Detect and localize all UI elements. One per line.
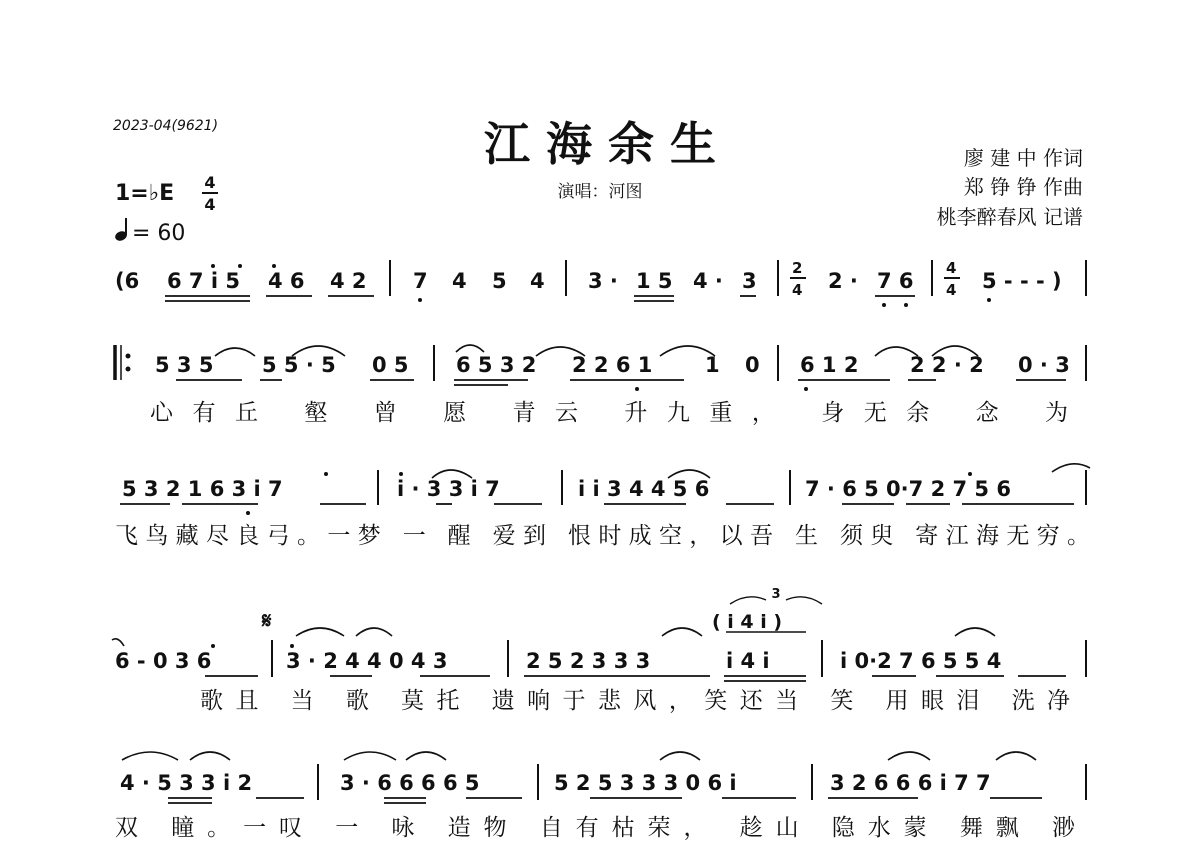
svg-text:5 3 5: 5 3 5 <box>155 353 214 377</box>
svg-text:4: 4 <box>946 281 957 299</box>
lyrics-line-3: 歌且 当 歌 莫托 遗响于悲风，笑还当 笑 用眼泪 洗净 <box>200 688 1070 714</box>
svg-text:7: 7 <box>413 269 428 293</box>
svg-text:1 5: 1 5 <box>636 269 673 293</box>
singer-credit: 演唱：河图 <box>557 182 643 202</box>
svg-text:7 · 6 5 0·7 2 7 5 6: 7 · 6 5 0·7 2 7 5 6 <box>805 477 1011 501</box>
svg-text:2: 2 <box>792 259 803 277</box>
system-5 <box>120 752 1086 803</box>
svg-text:1: 1 <box>705 353 720 377</box>
svg-text:5 3 2 1 6 3 i 7: 5 3 2 1 6 3 i 7 <box>122 477 283 501</box>
key-signature <box>115 181 174 206</box>
svg-text:3 ·: 3 · <box>588 269 618 293</box>
svg-text:4: 4 <box>946 259 957 277</box>
svg-text:3 · 2 4 4 0 4 3: 3 · 2 4 4 0 4 3 <box>286 649 448 673</box>
catalog-number: 2023-04(9621) <box>113 118 219 134</box>
svg-text:6 7 i 5: 6 7 i 5 <box>167 269 240 293</box>
svg-text:4 6: 4 6 <box>268 269 305 293</box>
svg-text:4: 4 <box>792 281 803 299</box>
svg-text:5 - - - ): 5 - - - ) <box>982 269 1062 293</box>
segno-icon: 𝄋 <box>262 609 272 634</box>
svg-text:4 · 5 3 3 i 2: 4 · 5 3 3 i 2 <box>120 771 253 795</box>
svg-text:4: 4 <box>452 269 467 293</box>
lyrics-line-2: 飞鸟藏尽良弓。一梦 一 醒 爱到 恨时成空，以吾 生 须臾 寄江海无穷。 <box>115 523 1090 549</box>
svg-text:5: 5 <box>492 269 507 293</box>
svg-text:4: 4 <box>530 269 545 293</box>
time-signature <box>202 173 218 214</box>
system-2 <box>115 345 1086 391</box>
svg-text:6 5 3 2: 6 5 3 2 <box>456 353 537 377</box>
svg-text:( i 4 i ): ( i 4 i ) <box>712 611 783 633</box>
time-sig-denominator: 4 <box>204 195 216 214</box>
svg-text:2 2 6 1: 2 2 6 1 <box>572 353 653 377</box>
svg-text:i · 3 3 i 7: i · 3 3 i 7 <box>397 477 500 501</box>
svg-text:6 1 2: 6 1 2 <box>800 353 859 377</box>
tempo-marking <box>114 218 186 246</box>
key-text: 1=♭E <box>115 181 175 206</box>
svg-text:4 ·: 4 · <box>693 269 723 293</box>
svg-text:3: 3 <box>742 269 757 293</box>
triplet-mark: 3 <box>771 587 781 602</box>
svg-text:2 5 2 3 3 3: 2 5 2 3 3 3 <box>526 649 651 673</box>
lyrics-line-1: 心有丘 壑 曾 愿 青云 升九重， 身无余 念 为 <box>150 400 1070 426</box>
svg-text:7 6: 7 6 <box>877 269 914 293</box>
time-sig-numerator: 4 <box>204 173 216 192</box>
svg-text:0: 0 <box>745 353 760 377</box>
svg-text:6 - 0 3 6: 6 - 0 3 6 <box>115 649 212 673</box>
svg-text:5 5 · 5: 5 5 · 5 <box>262 353 336 377</box>
tempo-text: = 60 <box>132 221 186 246</box>
lyrics-line-4: 双 瞳。一叹 一 咏 造物 自有枯荣， 趁山 隐水蒙 舞飘 渺 <box>115 815 1075 841</box>
svg-text:0 5: 0 5 <box>372 353 409 377</box>
composer-credit: 郑 铮 铮 作曲 <box>963 175 1083 199</box>
svg-text:4 2: 4 2 <box>330 269 367 293</box>
svg-text:3 2 6 6 6 i 7 7: 3 2 6 6 6 i 7 7 <box>830 771 991 795</box>
svg-text:i 4 i: i 4 i <box>726 649 770 673</box>
svg-text:0 · 3: 0 · 3 <box>1018 353 1070 377</box>
svg-text:i 0·2 7 6 5 5 4: i 0·2 7 6 5 5 4 <box>840 649 1002 673</box>
song-title: 江 海 余 生 <box>483 117 717 171</box>
system-1 <box>115 259 1086 307</box>
transcriber-credit: 桃李醉春风 记谱 <box>936 205 1083 229</box>
system-3 <box>120 464 1090 515</box>
lyricist-credit: 廖 建 中 作词 <box>963 146 1083 170</box>
svg-text:3 · 6 6 6 6 5: 3 · 6 6 6 6 5 <box>340 771 480 795</box>
svg-text:5 2 5 3 3 3 0 6 i: 5 2 5 3 3 3 0 6 i <box>554 771 737 795</box>
svg-text:2 2 · 2: 2 2 · 2 <box>910 353 984 377</box>
svg-text:2 ·: 2 · <box>828 269 858 293</box>
system-4 <box>112 587 1086 681</box>
svg-text:i i 3 4 4 5 6: i i 3 4 4 5 6 <box>578 477 710 501</box>
svg-text:(6: (6 <box>115 269 140 293</box>
